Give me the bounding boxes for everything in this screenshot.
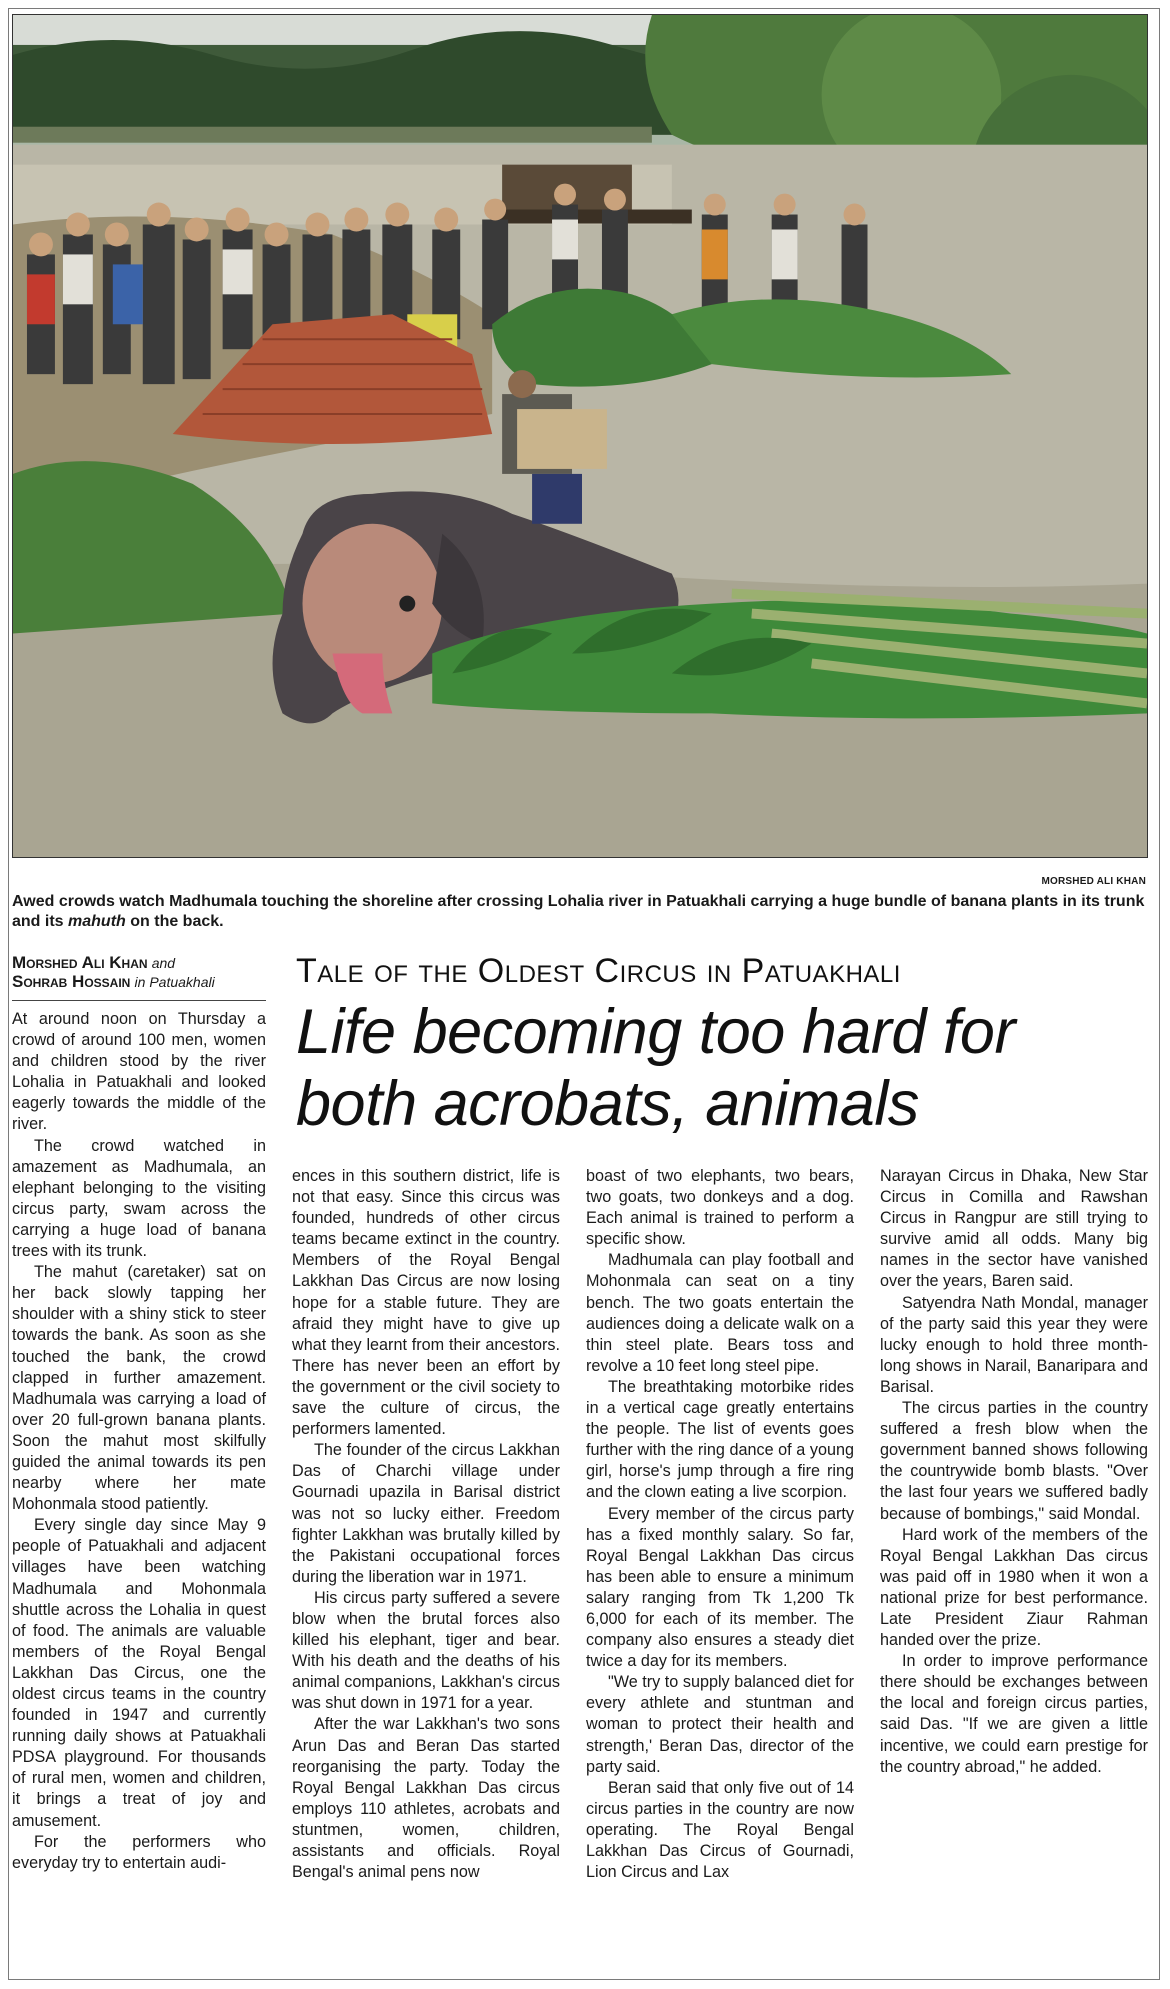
paragraph: The crowd watched in amazement as Madhumala, an elephant belonging to the visiting circus party, swam across the carrying a huge load of banana trees with its trunk. xyxy=(12,1136,266,1261)
photo-credit: MORSHED ALI KHAN xyxy=(1041,876,1146,887)
paragraph: Narayan Circus in Dhaka, New Star Circus in Comilla and Rawshan Circus in Rangpur are still trying to survive amid all odds. Many big names in the sector have vanished over the years, Baren said. xyxy=(880,1167,1148,1291)
author-1: Morshed Ali Khan xyxy=(12,953,148,972)
column-3 xyxy=(586,1166,854,1883)
paragraph: For the performers who everyday try to entertain audi- xyxy=(12,1832,266,1872)
headline: Life becoming too hard for both acrobats, animals xyxy=(296,997,1015,1139)
byline-location: in Patuakhali xyxy=(134,974,215,990)
paragraph: The circus parties in the country suffered a fresh blow when the government banned shows following the countrywide bomb blasts. "Over the last four years we suffered badly because of bombings," said Mondal. xyxy=(880,1399,1148,1523)
paragraph: After the war Lakkhan's two sons Arun Das and Beran Das started reorganising the party. Today the Royal Bengal Lakkhan Das circus employs 110 athletes, acrobats and stuntmen, women, children, assistants and officials. Royal Bengal's animal pens now xyxy=(292,1715,560,1882)
paragraph: Hard work of the members of the Royal Bengal Lakkhan Das circus was paid off in 1980 when it won a national prize for best performance. Late President Ziaur Rahman handed over the prize. xyxy=(880,1525,1148,1650)
paragraph: "We try to supply balanced diet for every athlete and stuntman and woman to protect their health and strength,' Beran Das, director of the party said. xyxy=(586,1673,854,1776)
byline xyxy=(12,954,266,1001)
paragraph: ences in this southern district, life is not that easy. Since this circus was founded, hundreds of other circus teams became extinct in the country. Members of the Royal Bengal Lakkhan Das Circus are now losing hope for a stable future. They are afraid they might have to give up what they learnt from their ancestors. There has never been an effort by the government or the civil society to save the culture of circus, the performers lamented. xyxy=(292,1167,560,1439)
byline-and: and xyxy=(151,955,176,971)
column-1 xyxy=(12,1009,266,1874)
paragraph: The mahut (caretaker) sat on her back slowly tapping her shoulder with a shiny stick to steer towards the bank. As soon as she touched the bank, the crowd clapped in further amazement. Madhumala was carrying a load of over 20 full-grown banana plants. Soon the mahut most skilfully guided the animal towards its pen nearby where her mate Mohonmala stood patiently. xyxy=(12,1263,266,1514)
column-4 xyxy=(880,1166,1148,1778)
photo-caption xyxy=(12,892,1148,932)
news-photo xyxy=(12,14,1148,858)
paragraph: Every single day since May 9 people of Patuakhali and adjacent villages have been watching Madhumala and Mohonmala shuttle across the Lohalia in quest of food. The animals are valuable members of the Royal Bengal Lakkhan Das Circus, one the oldest circus teams in the country founded in 1947 and currently running daily shows at Patuakhali PDSA playground. For thousands of rural men, women and children, it brings a treat of joy and amusement. xyxy=(12,1516,266,1830)
author-2: Sohrab Hossain xyxy=(12,972,131,991)
paragraph: Satyendra Nath Mondal, manager of the party said this year they were lucky enough to hold three month-long shows in Narail, Banaripara and Barisal. xyxy=(880,1293,1148,1396)
paragraph: boast of two elephants, two bears, two goats, two donkeys and a dog. Each animal is trained to perform a specific show. xyxy=(586,1167,854,1249)
caption-text-1: Awed crowds watch Madhumala touching the shoreline after crossing Lohalia river in Patuakhali carrying a huge bundle of banana plants in its trunk and its xyxy=(12,893,1145,930)
paragraph: The breathtaking motorbike rides in a vertical cage greatly entertains the people. The list of events goes further with the ring dance of a young girl, horse's jump through a fire ring and the clown eating a live scorpion. xyxy=(586,1377,854,1502)
paragraph: His circus party suffered a severe blow when the brutal forces also killed his elephant, tiger and bear. With his death and the deaths of his animal companions, Lakkhan's circus was shut down in 1971 for a year. xyxy=(292,1588,560,1713)
column-2 xyxy=(292,1166,560,1883)
caption-text-2: on the back. xyxy=(125,913,224,930)
paragraph: At around noon on Thursday a crowd of around 100 men, women and children stood by the river Lohalia in Patuakhali and looked eagerly towards the middle of the river. xyxy=(12,1010,266,1134)
paragraph: Beran said that only five out of 14 circus parties in the country are now operating. The Royal Bengal Lakkhan Das Circus of Gournadi, Lion Circus and Lax xyxy=(586,1778,854,1882)
paragraph: The founder of the circus Lakkhan Das of Charchi village under Gournadi upazila in Barisal district was not so lucky either. Freedom fighter Lakkhan was brutally killed by the Pakistani occupational forces during the liberation war in 1971. xyxy=(292,1441,560,1586)
kicker: Tale of the Oldest Circus in Patuakhali xyxy=(296,952,901,990)
paragraph: In order to improve performance there should be exchanges between the local and foreign circus parties, said Das. "If we are given a little incentive, we could earn prestige for the country abroad," he added. xyxy=(880,1652,1148,1776)
paragraph: Madhumala can play football and Mohonmala can seat on a tiny bench. The two goats entertain the audiences doing a delicate walk on a thin steel plate. Bears toss and revolve a 10 feet long steel pipe. xyxy=(586,1251,854,1375)
caption-italic: mahuth xyxy=(68,913,126,930)
paragraph: Every member of the circus party has a fixed monthly salary. So far, Royal Bengal Lakkhan Das circus has been able to ensure a minimum salary ranging from Tk 1,200 Tk 6,000 for each of its member. The company also ensures a steady diet twice a day for its members. xyxy=(586,1504,854,1671)
photo-elephant-river-icon xyxy=(13,15,1147,857)
